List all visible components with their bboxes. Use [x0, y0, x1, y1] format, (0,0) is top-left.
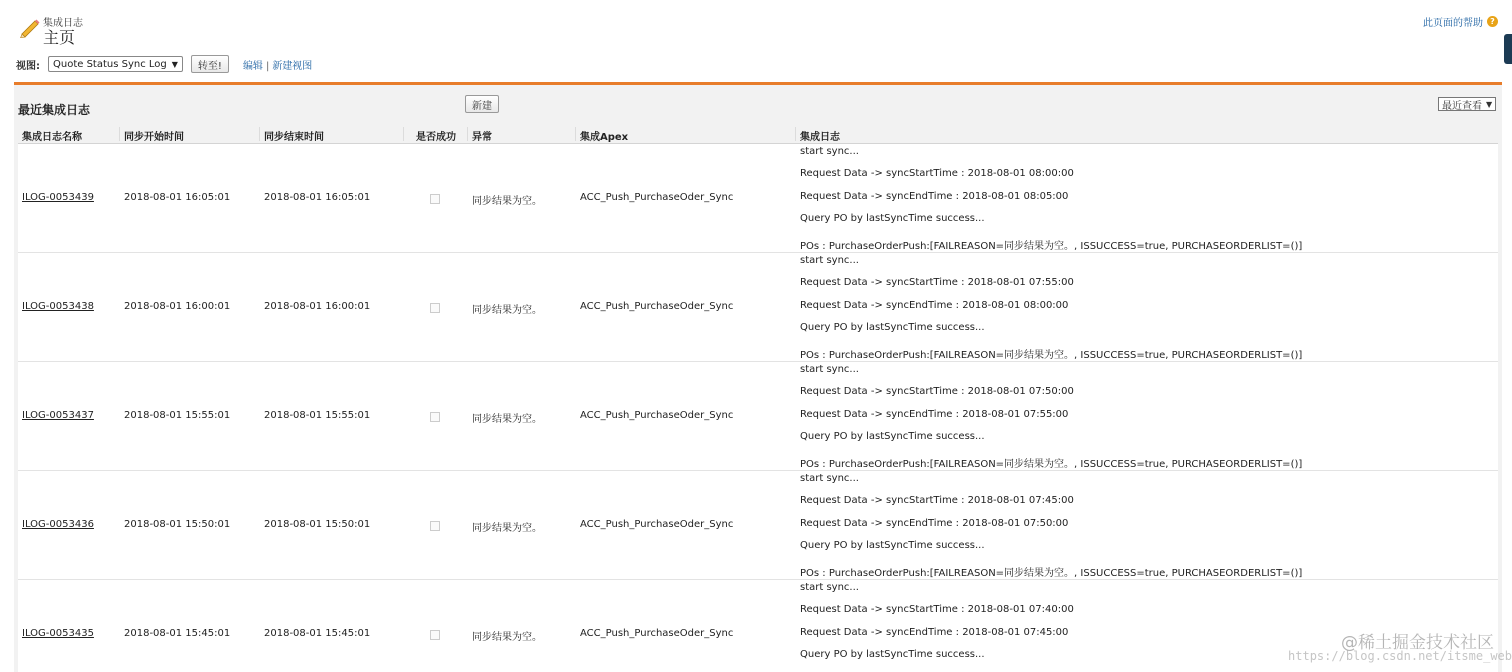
watermark-url: https://blog.csdn.net/itsme_web: [1288, 649, 1512, 663]
log-line: Request Data -> syncStartTime : 2018-08-01 07:50:00: [800, 386, 1074, 397]
column-divider: [403, 127, 404, 141]
object-label: 集成日志: [43, 18, 83, 29]
sync-start-time: 2018-08-01 15:55:01: [124, 410, 231, 421]
column-divider: [467, 127, 468, 141]
view-label: 视图:: [16, 60, 40, 72]
success-checkbox: [430, 521, 440, 531]
exception-text: 同步结果为空。: [472, 305, 542, 316]
exception-text: 同步结果为空。: [472, 523, 542, 534]
log-name-link[interactable]: ILOG-0053438: [22, 301, 94, 312]
log-line: Request Data -> syncEndTime : 2018-08-01 08:00:00: [800, 300, 1069, 311]
view-select-value[interactable]: Quote Status Sync Log: [53, 58, 167, 70]
log-line: start sync...: [800, 255, 859, 266]
column-header-success[interactable]: 是否成功: [416, 132, 456, 143]
side-tab-handle[interactable]: [1504, 34, 1512, 64]
log-line: Query PO by lastSyncTime success...: [800, 431, 985, 442]
apex-class: ACC_Push_PurchaseOder_Sync: [580, 410, 734, 421]
table-row: [18, 580, 1498, 672]
column-divider: [259, 127, 260, 141]
log-line: Query PO by lastSyncTime success...: [800, 649, 985, 660]
log-line: Request Data -> syncStartTime : 2018-08-01 07:55:00: [800, 277, 1074, 288]
watermark-brand: @稀土掘金技术社区: [1341, 633, 1494, 653]
exception-text: 同步结果为空。: [472, 632, 542, 643]
recent-logs-panel: [14, 82, 1502, 672]
sync-end-time: 2018-08-01 15:55:01: [264, 410, 371, 421]
new-view-link[interactable]: 新建视图: [272, 60, 313, 72]
exception-text: 同步结果为空。: [472, 196, 542, 207]
success-checkbox: [430, 194, 440, 204]
sync-end-time: 2018-08-01 16:05:01: [264, 192, 371, 203]
sync-end-time: 2018-08-01 15:50:01: [264, 519, 371, 530]
log-name-link[interactable]: ILOG-0053439: [22, 192, 94, 203]
log-line: POs : PurchaseOrderPush:[FAILREASON=同步结果为空。, ISSUCCESS=true, PURCHASEORDERLIST=()]: [800, 568, 1303, 579]
sync-start-time: 2018-08-01 16:05:01: [124, 192, 231, 203]
success-checkbox: [430, 630, 440, 640]
column-header-start[interactable]: 同步开始时间: [124, 132, 184, 143]
panel-title: 最近集成日志: [18, 103, 91, 117]
page-header: [18, 12, 1508, 52]
view-bar: [16, 54, 312, 74]
log-name-link[interactable]: ILOG-0053435: [22, 628, 94, 639]
table-row: [18, 253, 1498, 362]
log-line: Request Data -> syncStartTime : 2018-08-01 08:00:00: [800, 168, 1074, 179]
help-link-label[interactable]: 此页面的帮助: [1423, 18, 1483, 29]
recent-select-value[interactable]: 最近查看: [1442, 100, 1482, 112]
sync-start-time: 2018-08-01 16:00:01: [124, 301, 231, 312]
log-line: start sync...: [800, 473, 859, 484]
view-select[interactable]: [48, 56, 183, 72]
sync-end-time: 2018-08-01 15:45:01: [264, 628, 371, 639]
dropdown-arrow-icon[interactable]: ▼: [1486, 99, 1493, 109]
log-line: Query PO by lastSyncTime success...: [800, 322, 985, 333]
dropdown-arrow-icon[interactable]: ▼: [171, 59, 178, 69]
column-header-end[interactable]: 同步结束时间: [264, 132, 324, 143]
column-header-log[interactable]: 集成日志: [800, 132, 840, 143]
log-line: start sync...: [800, 146, 859, 157]
success-checkbox: [430, 412, 440, 422]
go-button[interactable]: 转至!: [191, 55, 229, 73]
success-checkbox: [430, 303, 440, 313]
help-icon[interactable]: ?: [1487, 16, 1498, 27]
log-line: Request Data -> syncStartTime : 2018-08-01 07:40:00: [800, 604, 1074, 615]
apex-class: ACC_Push_PurchaseOder_Sync: [580, 519, 734, 530]
page-title: 主页: [43, 28, 76, 47]
log-line: Query PO by lastSyncTime success...: [800, 213, 985, 224]
log-line: Request Data -> syncEndTime : 2018-08-01 07:45:00: [800, 627, 1069, 638]
log-line: Request Data -> syncStartTime : 2018-08-01 07:45:00: [800, 495, 1074, 506]
exception-text: 同步结果为空。: [472, 414, 542, 425]
column-divider: [575, 127, 576, 141]
log-name-link[interactable]: ILOG-0053437: [22, 410, 94, 421]
new-button[interactable]: 新建: [465, 95, 499, 113]
apex-class: ACC_Push_PurchaseOder_Sync: [580, 192, 734, 203]
log-line: Query PO by lastSyncTime success...: [800, 540, 985, 551]
pencil-icon: [18, 16, 40, 38]
log-line: start sync...: [800, 582, 859, 593]
help-link[interactable]: [1423, 14, 1498, 29]
column-divider: [119, 127, 120, 141]
log-line: Request Data -> syncEndTime : 2018-08-01 07:55:00: [800, 409, 1069, 420]
view-links: [243, 57, 312, 72]
table-header: [18, 125, 1498, 144]
table-row: [18, 471, 1498, 580]
sync-end-time: 2018-08-01 16:00:01: [264, 301, 371, 312]
log-line: POs : PurchaseOrderPush:[FAILREASON=同步结果为空。, ISSUCCESS=true, PURCHASEORDERLIST=()]: [800, 459, 1303, 470]
sync-start-time: 2018-08-01 15:45:01: [124, 628, 231, 639]
edit-view-link[interactable]: 编辑: [242, 60, 263, 72]
column-divider: [795, 127, 796, 141]
apex-class: ACC_Push_PurchaseOder_Sync: [580, 628, 734, 639]
table-body: [18, 144, 1498, 672]
link-separator: |: [265, 60, 270, 72]
log-line: start sync...: [800, 364, 859, 375]
sync-start-time: 2018-08-01 15:50:01: [124, 519, 231, 530]
log-line: POs : PurchaseOrderPush:[FAILREASON=同步结果为空。, ISSUCCESS=true, PURCHASEORDERLIST=()]: [800, 350, 1303, 361]
logs-table: [18, 125, 1498, 672]
apex-class: ACC_Push_PurchaseOder_Sync: [580, 301, 734, 312]
log-line: Request Data -> syncEndTime : 2018-08-01 07:50:00: [800, 518, 1069, 529]
table-row: [18, 362, 1498, 471]
column-header-apex[interactable]: 集成Apex: [580, 132, 629, 143]
log-line: POs : PurchaseOrderPush:[FAILREASON=同步结果为空。, ISSUCCESS=true, PURCHASEORDERLIST=()]: [800, 241, 1303, 252]
column-header-exception[interactable]: 异常: [472, 132, 492, 143]
recent-select[interactable]: [1438, 97, 1496, 111]
column-header-name[interactable]: 集成日志名称: [22, 132, 82, 143]
log-name-link[interactable]: ILOG-0053436: [22, 519, 94, 530]
log-line: Request Data -> syncEndTime : 2018-08-01 08:05:00: [800, 191, 1069, 202]
table-row: [18, 144, 1498, 253]
